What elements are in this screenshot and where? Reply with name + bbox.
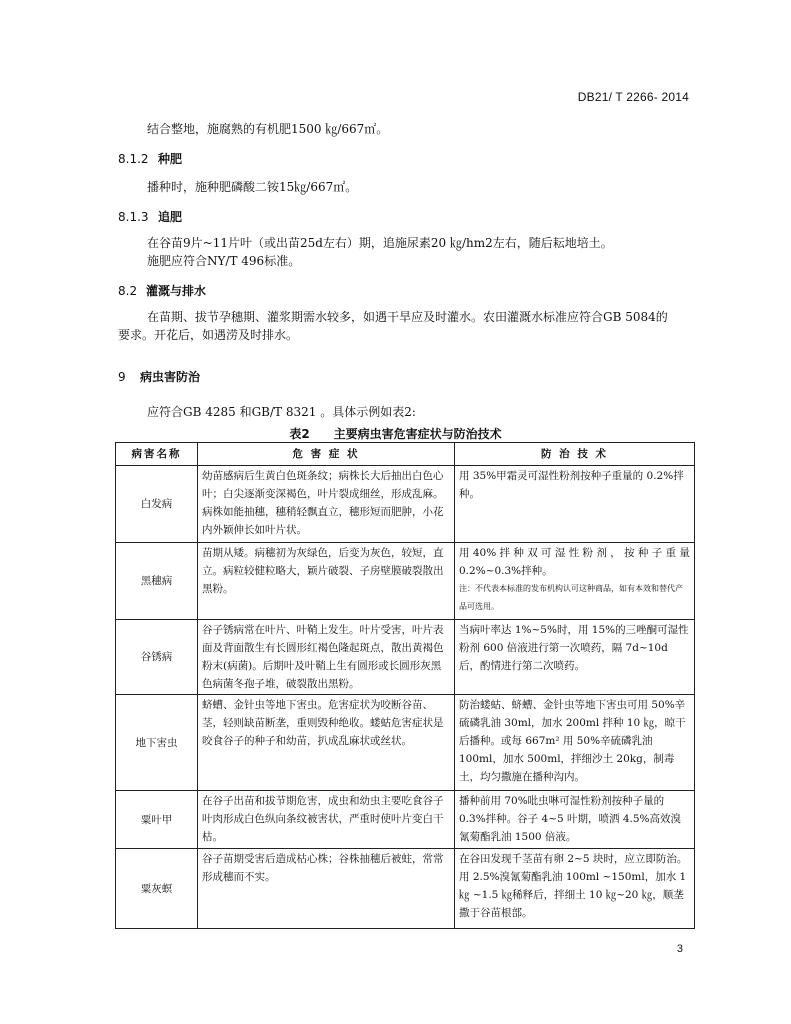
section-8-1-2-text: 播种时，施种肥磷酸二铵15㎏/667㎡。	[147, 180, 358, 194]
section-8-1-3-text-1: 在谷苗9片~11片叶（或出苗25d左右）期，追施尿素20 ㎏/hm2左右，随后耘地培土。	[147, 236, 613, 250]
section-title: 病虫害防治	[140, 370, 201, 384]
table-row	[116, 849, 695, 929]
page-number: 3	[676, 943, 683, 955]
section-8-2-heading	[118, 282, 206, 299]
table-row	[116, 620, 695, 695]
section-9-text: 应符合GB 4285 和GB/T 8321 。具体示例如表2:	[147, 405, 416, 419]
control-cell: 防治蝼蛄、蛴螬、金针虫等地下害虫可用 50%辛硫磷乳油 30ml，加水 200ml 拌种 10 ㎏，晾干后播种。或每 667m² 用 50%辛硫磷乳油 100ml，加水 500ml，拌细沙土 20kg，制毒土，均匀撒施在播种沟内。	[455, 695, 695, 791]
disease-name-cell: 白发病	[116, 466, 198, 543]
section-title: 追肥	[158, 210, 183, 224]
header-symptom: 危 害 症 状	[198, 443, 455, 466]
table-row	[116, 543, 695, 620]
table-caption: 表2 主要病虫害危害症状与防治技术	[289, 427, 502, 441]
control-cell: 播种前用 70%吡虫啉可湿性粉剂按种子量的 0.3%拌种。谷子 4~5 叶期，喷洒 4.5%高效溴氰菊酯乳油 1500 倍液。	[455, 791, 695, 849]
header-control: 防 治 技 术	[455, 443, 695, 466]
control-cell	[455, 543, 695, 620]
disease-name-cell: 地下害虫	[116, 695, 198, 791]
section-9-heading	[118, 368, 200, 385]
control-cell: 当病叶率达 1%~5%时，用 15%的三唑酮可湿性粉剂 600 倍液进行第一次喷药，隔 7d~10d 后，酌情进行第二次喷药。	[455, 620, 695, 695]
symptom-cell: 苗期从矮。病穗初为灰绿色，后变为灰色，较短，直立。病粒较健粒略大，颖片破裂、子房壁膜破裂散出黑粉。	[198, 543, 455, 620]
section-title: 种肥	[158, 152, 183, 166]
control-cell: 用 35%甲霜灵可湿性粉剂按种子重量的 0.2%拌种。	[455, 466, 695, 543]
section-8-1-3-heading	[118, 208, 182, 225]
disease-name-cell: 粟灰螟	[116, 849, 198, 929]
table-row	[116, 466, 695, 543]
table-row	[116, 695, 695, 791]
disease-name-cell: 谷锈病	[116, 620, 198, 695]
symptom-cell: 谷子锈病常在叶片、叶鞘上发生。叶片受害，叶片表面及背面散生有长圆形红褐色隆起斑点，散出黄褐色粉末(病菌)。后期叶及叶鞘上生有圆形或长圆形灰黑色病菌冬孢子堆，破裂散出黑粉。	[198, 620, 455, 695]
section-8-2-text-1: 在苗期、拔节孕穗期、灌浆期需水较多，如遇干旱应及时灌水。农田灌溉水标准应符合GB 5084的	[147, 310, 668, 324]
control-cell: 在谷田发现千茎苗有卵 2~5 块时，应立即防治。用 2.5%溴氰菊酯乳油 100ml ~150ml，加水 1 ㎏ ~1.5 ㎏稀释后，拌细土 10 ㎏~20 ㎏，顺垄撒于谷苗根部。	[455, 849, 695, 929]
pest-table	[115, 442, 695, 929]
table-row	[116, 791, 695, 849]
control-note: 注：不代表本标准的发布机构认可这种商品，如有本效和替代产品可选用。	[459, 584, 683, 611]
header-disease-name: 病害名称	[116, 443, 198, 466]
section-number: 8.2	[118, 284, 138, 298]
symptom-cell: 在谷子出苗和拔节期危害，成虫和幼虫主要吃食谷子叶肉形成白色纵向条纹被害状，严重时使叶片变白干枯。	[198, 791, 455, 849]
table-header-row	[116, 443, 695, 466]
symptom-cell: 蛴螬、金针虫等地下害虫。危害症状为咬断谷苗、茎，轻则缺苗断垄，重则毁种绝收。蝼蛄危害症状是咬食谷子的种子和幼苗，扒成乱麻状或丝状。	[198, 695, 455, 791]
section-number: 9	[118, 370, 126, 384]
section-title: 灌溉与排水	[146, 284, 207, 298]
symptom-cell: 谷子苗期受害后造成枯心株；谷株抽穗后被蛀，常常形成穗而不实。	[198, 849, 455, 929]
section-number: 8.1.3	[118, 210, 149, 224]
disease-name-cell: 粟叶甲	[116, 791, 198, 849]
document-code: DB21/ T 2266- 2014	[577, 90, 689, 104]
control-text: 用 40% 拌 种 双 可 湿 性 粉 剂 ， 按 种 子 重 量 0.2%~0.3%拌种。	[459, 547, 690, 577]
section-8-2-text-2: 要求。开花后，如遇涝及时排水。	[118, 328, 299, 342]
section-8-1-2-heading	[118, 150, 182, 167]
section-8-1-1-text: 结合整地，施腐熟的有机肥1500 ㎏/667㎡。	[147, 122, 389, 136]
symptom-cell: 幼苗感病后生黄白色斑条纹；病株长大后抽出白色心叶；白尖逐渐变深褐色，叶片裂成细丝，形成乱麻。病株如能抽穗，穗稍轻飘直立，穗形短而肥肿，小花内外颖伸长如叶片状。	[198, 466, 455, 543]
disease-name-cell: 黑穗病	[116, 543, 198, 620]
section-8-1-3-text-2: 施肥应符合NY/T 496标准。	[147, 254, 301, 268]
section-number: 8.1.2	[118, 152, 149, 166]
